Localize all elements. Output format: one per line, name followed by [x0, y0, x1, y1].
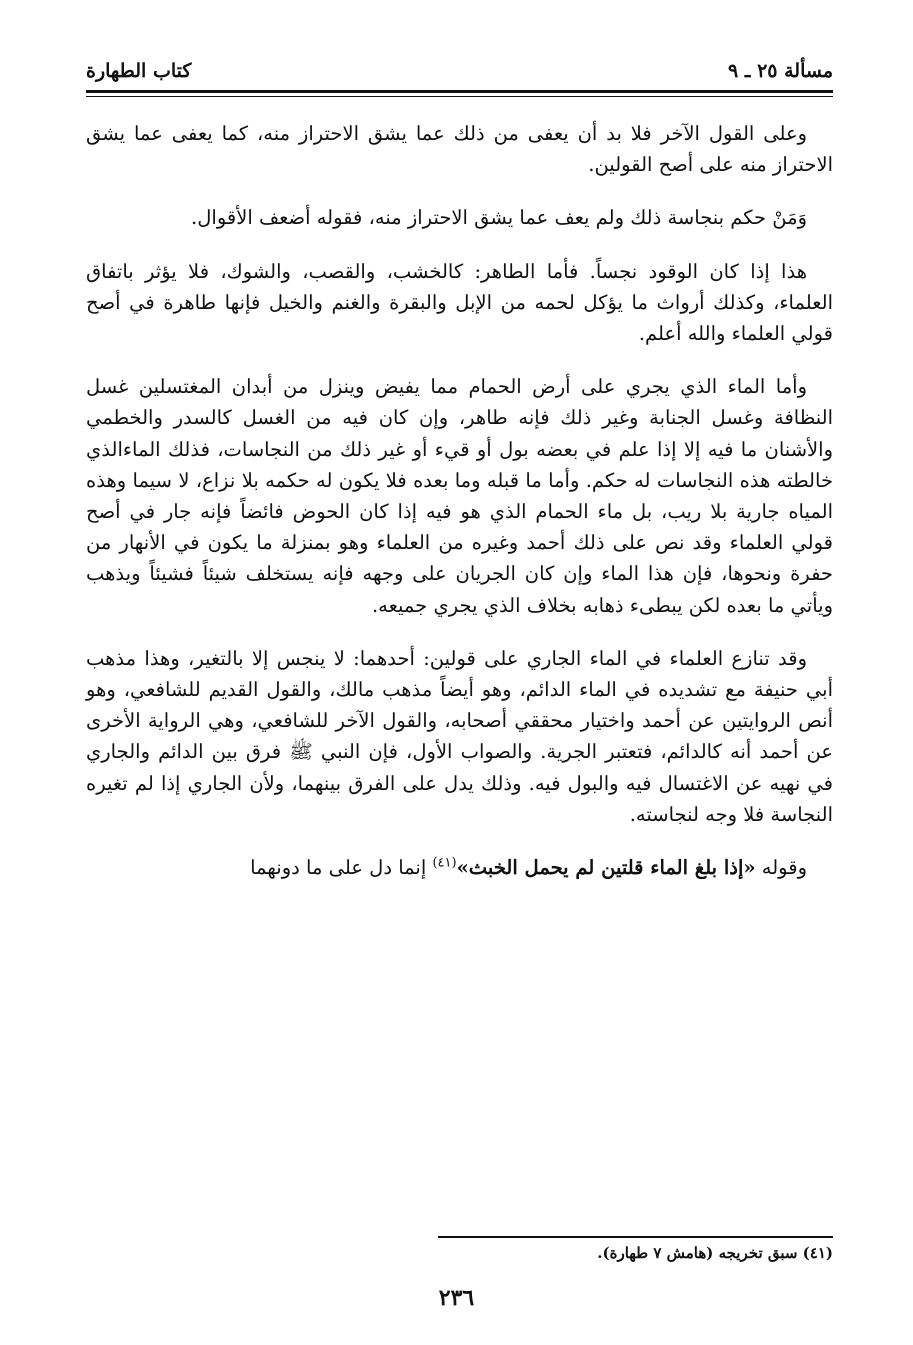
paragraph-2: وَمَنْ حكم بنجاسة ذلك ولم يعف عما يشق الاحتراز منه، فقوله أضعف الأقوال.	[191, 206, 807, 230]
paragraph-6-lead: وقوله	[761, 856, 807, 880]
paragraph-5: وقد تنازع العلماء في الماء الجاري على قولين: أحدهما: لا ينجس إلا بالتغير، وهذا مذهب أبي حنيفة مع تشديده في الماء الدائم، وهو أيضاً مذهب مالك، والقول القديم للشافعي، وهو أنص الروايتين عن أحمد واختيار محققي أصحابه، والقول الآخر للشافعي، وهي الرواية الأخرى عن أحمد أنه كالدائم، فتعتبر الجرية. والصواب الأول، فإن النبي ﷺ فرق بين الدائم والجاري في نهيه عن الاغتسال فيه والبول فيه. وذلك يدل على الفرق بينهما، ولأن الجاري إذا لم تغيره النجاسة فلا وجه لنجاسته.	[86, 646, 833, 826]
footnote-reference: (٤١)	[432, 855, 457, 871]
paragraph-3: هذا إذا كان الوقود نجساً. فأما الطاهر: كالخشب، والقصب، والشوك، فلا يؤثر باتفاق العلماء، وكذلك أرواث ما يؤكل لحمه من الإبل والبقرة والغنم والخيل فإنها طاهرة في أصح قولي العلماء والله أعلم.	[86, 259, 833, 346]
paragraph-1: وعلى القول الآخر فلا بد أن يعفى من ذلك عما يشق الاحتراز منه، كما يعفى عما يشق الاحتراز منه على أصح القولين.	[86, 122, 833, 177]
body-text	[86, 118, 833, 883]
issue-label: مسألة ٢٥ ـ ٩	[728, 60, 833, 82]
hadith-quote: «إذا بلغ الماء قلتين لم يحمل الخبث»	[456, 856, 756, 880]
header-rule-thin	[86, 96, 833, 97]
paragraph-6-tail: إنما دل على ما دونهما	[250, 856, 427, 880]
page-number: ٢٣٦	[438, 1285, 475, 1311]
book-title: كتاب الطهارة	[86, 60, 192, 82]
footnote: (٤١) سبق تخريجه (هامش ٧ طهارة).	[597, 1244, 833, 1262]
footnote-rule	[438, 1236, 833, 1238]
paragraph-6	[86, 852, 833, 883]
paragraph-4: وأما الماء الذي يجري على أرض الحمام مما يفيض وينزل من أبدان المغتسلين غسل النظافة وغسل الجنابة وغير ذلك فإنه طاهر، وإن كان فيه من الغسل كالسدر والخطمي والأشنان ما فيه إلا إذا علم في بعضه بول أو قيء أو غير ذلك من النجاسات، فذلك الماءالذي خالطته هذه النجاسات له حكم. وأما ما قبله وما بعده فلا يكون له حكمه بلا نزاع، لا سيما وهذه المياه جارية بلا ريب، بل ماء الحمام الذي هو فيه إذا كان الحوض فائضاً فإنه جار في أصح قولي العلماء وقد نص على ذلك أحمد وغيره من العلماء وهو بمنزلة ما يكون في الأنهار من حفرة ونحوها، فإن هذا الماء وإن كان الجريان على وجهه فإنه يستخلف شيئاً فشيئاً ويذهب ويأتي ما بعده لكن يبطىء ذهابه بخلاف الذي يجري جميعه.	[86, 375, 833, 617]
running-header	[86, 54, 833, 88]
header-rule-thick	[86, 90, 833, 93]
